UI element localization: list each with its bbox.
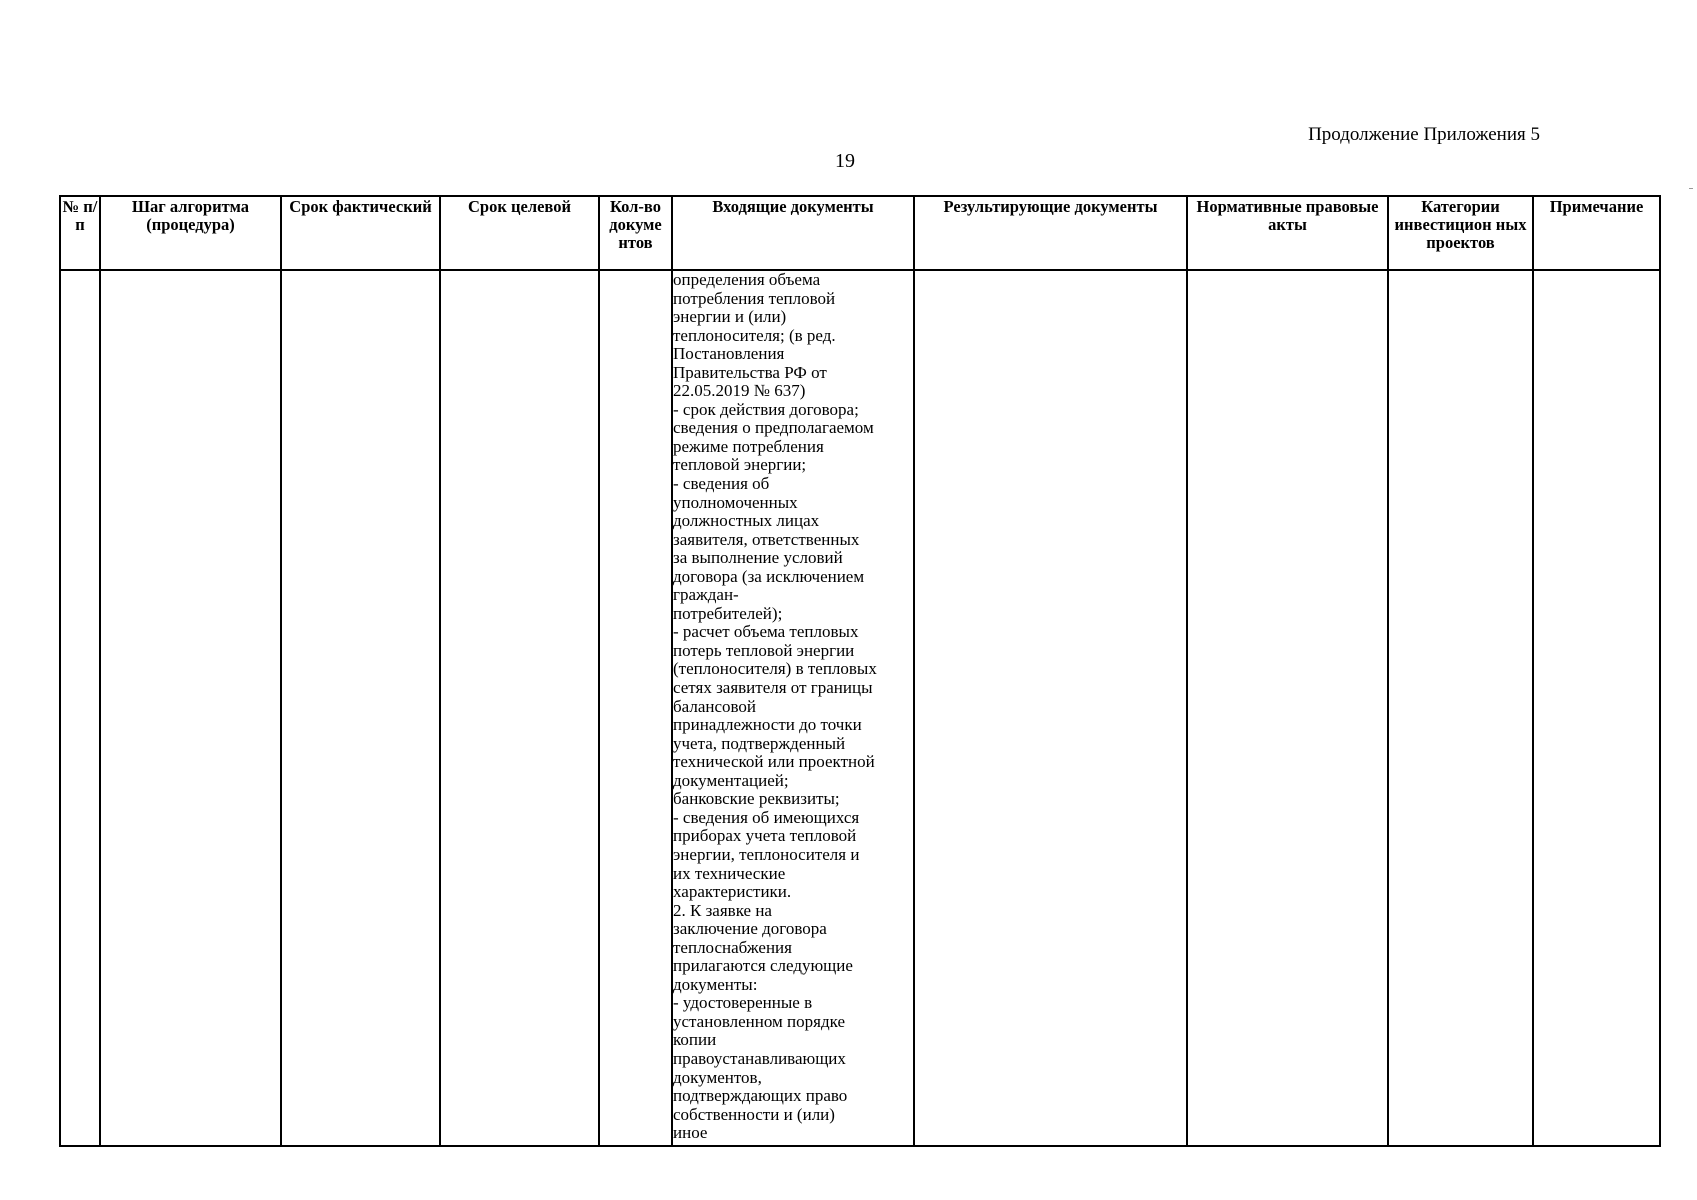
incoming-document-line: граждан- bbox=[673, 585, 739, 605]
incoming-document-line: установленном порядке bbox=[673, 1011, 845, 1031]
incoming-document-line: потерь тепловой энергии bbox=[673, 640, 855, 660]
incoming-document-line: их технические bbox=[673, 863, 786, 883]
incoming-document-line: - удостоверенные в bbox=[673, 993, 813, 1013]
incoming-document-line: документов, bbox=[673, 1067, 762, 1087]
header-algorithm-step: Шаг алгоритма (процедура) bbox=[100, 196, 281, 270]
incoming-document-line: характеристики. bbox=[673, 882, 792, 902]
table-row bbox=[60, 270, 1660, 1146]
incoming-document-line: иное bbox=[673, 1123, 708, 1143]
incoming-document-line: потребителей); bbox=[673, 603, 783, 623]
incoming-document-line: прилагаются следующие bbox=[673, 956, 853, 976]
incoming-document-line: технической или проектной bbox=[673, 752, 875, 772]
header-actual-term: Срок фактический bbox=[281, 196, 440, 270]
incoming-document-line: банковские реквизиты; bbox=[673, 789, 840, 809]
incoming-document-line: договора (за исключением bbox=[673, 566, 865, 586]
incoming-document-line: заключение договора bbox=[673, 919, 827, 939]
header-incoming-documents: Входящие документы bbox=[672, 196, 914, 270]
incoming-document-line: за выполнение условий bbox=[673, 548, 843, 568]
incoming-document-line: тепловой энергии; bbox=[673, 455, 807, 475]
cell-actual-term bbox=[281, 270, 440, 1146]
incoming-document-line: - сведения об имеющихся bbox=[673, 807, 860, 827]
incoming-document-line: 22.05.2019 № 637) bbox=[673, 381, 806, 401]
incoming-document-line: - сведения об bbox=[673, 474, 770, 494]
incoming-document-line: энергии, теплоносителя и bbox=[673, 844, 860, 864]
incoming-document-line: режиме потребления bbox=[673, 436, 824, 456]
incoming-document-line: копии bbox=[673, 1030, 717, 1050]
incoming-document-line: теплоснабжения bbox=[673, 937, 792, 957]
cell-project-categories bbox=[1388, 270, 1533, 1146]
table-header-row bbox=[60, 196, 1660, 270]
incoming-document-line: теплоносителя; (в ред. bbox=[673, 325, 836, 345]
cell-legal-acts bbox=[1187, 270, 1388, 1146]
scan-edge-mark bbox=[1689, 188, 1693, 189]
incoming-document-line: - срок действия договора; bbox=[673, 399, 859, 419]
incoming-document-line: заявителя, ответственных bbox=[673, 529, 860, 549]
incoming-document-line: правоустанавливающих bbox=[673, 1048, 846, 1068]
header-legal-acts: Нормативные правовые акты bbox=[1187, 196, 1388, 270]
header-note: Примечание bbox=[1533, 196, 1660, 270]
header-target-term: Срок целевой bbox=[440, 196, 599, 270]
cell-target-term bbox=[440, 270, 599, 1146]
incoming-document-line: собственности и (или) bbox=[673, 1104, 835, 1124]
incoming-document-line: уполномоченных bbox=[673, 492, 798, 512]
header-number: № п/п bbox=[60, 196, 100, 270]
cell-number bbox=[60, 270, 100, 1146]
header-project-categories: Категории инвестицион ных проектов bbox=[1388, 196, 1533, 270]
incoming-document-line: подтверждающих право bbox=[673, 1086, 848, 1106]
procedure-table bbox=[59, 195, 1661, 1147]
incoming-document-line: балансовой bbox=[673, 696, 757, 716]
cell-algorithm-step bbox=[100, 270, 281, 1146]
incoming-document-line: определения объема bbox=[673, 270, 821, 289]
incoming-document-line: Постановления bbox=[673, 344, 785, 364]
header-document-count: Кол-во докуме нтов bbox=[599, 196, 672, 270]
cell-document-count bbox=[599, 270, 672, 1146]
incoming-document-line: учета, подтвержденный bbox=[673, 733, 846, 753]
incoming-document-line: (теплоносителя) в тепловых bbox=[673, 659, 877, 679]
page-number: 19 bbox=[835, 150, 855, 172]
incoming-document-line: сетях заявителя от границы bbox=[673, 678, 873, 698]
appendix-continuation-note: Продолжение Приложения 5 bbox=[1308, 124, 1540, 145]
incoming-document-line: Правительства РФ от bbox=[673, 362, 827, 382]
incoming-document-line: документы: bbox=[673, 974, 758, 994]
incoming-document-line: документацией; bbox=[673, 770, 789, 790]
incoming-document-line: - расчет объема тепловых bbox=[673, 622, 859, 642]
incoming-document-line: приборах учета тепловой bbox=[673, 826, 857, 846]
incoming-document-line: должностных лицах bbox=[673, 511, 820, 531]
incoming-document-line: принадлежности до точки bbox=[673, 715, 862, 735]
cell-resulting-documents bbox=[914, 270, 1187, 1146]
cell-incoming-documents bbox=[672, 270, 914, 1146]
incoming-document-line: 2. К заявке на bbox=[673, 900, 772, 920]
incoming-document-line: потребления тепловой bbox=[673, 288, 836, 308]
incoming-document-line: энергии и (или) bbox=[673, 307, 787, 327]
incoming-document-line: сведения о предполагаемом bbox=[673, 418, 874, 438]
cell-note bbox=[1533, 270, 1660, 1146]
header-resulting-documents: Результирующие документы bbox=[914, 196, 1187, 270]
